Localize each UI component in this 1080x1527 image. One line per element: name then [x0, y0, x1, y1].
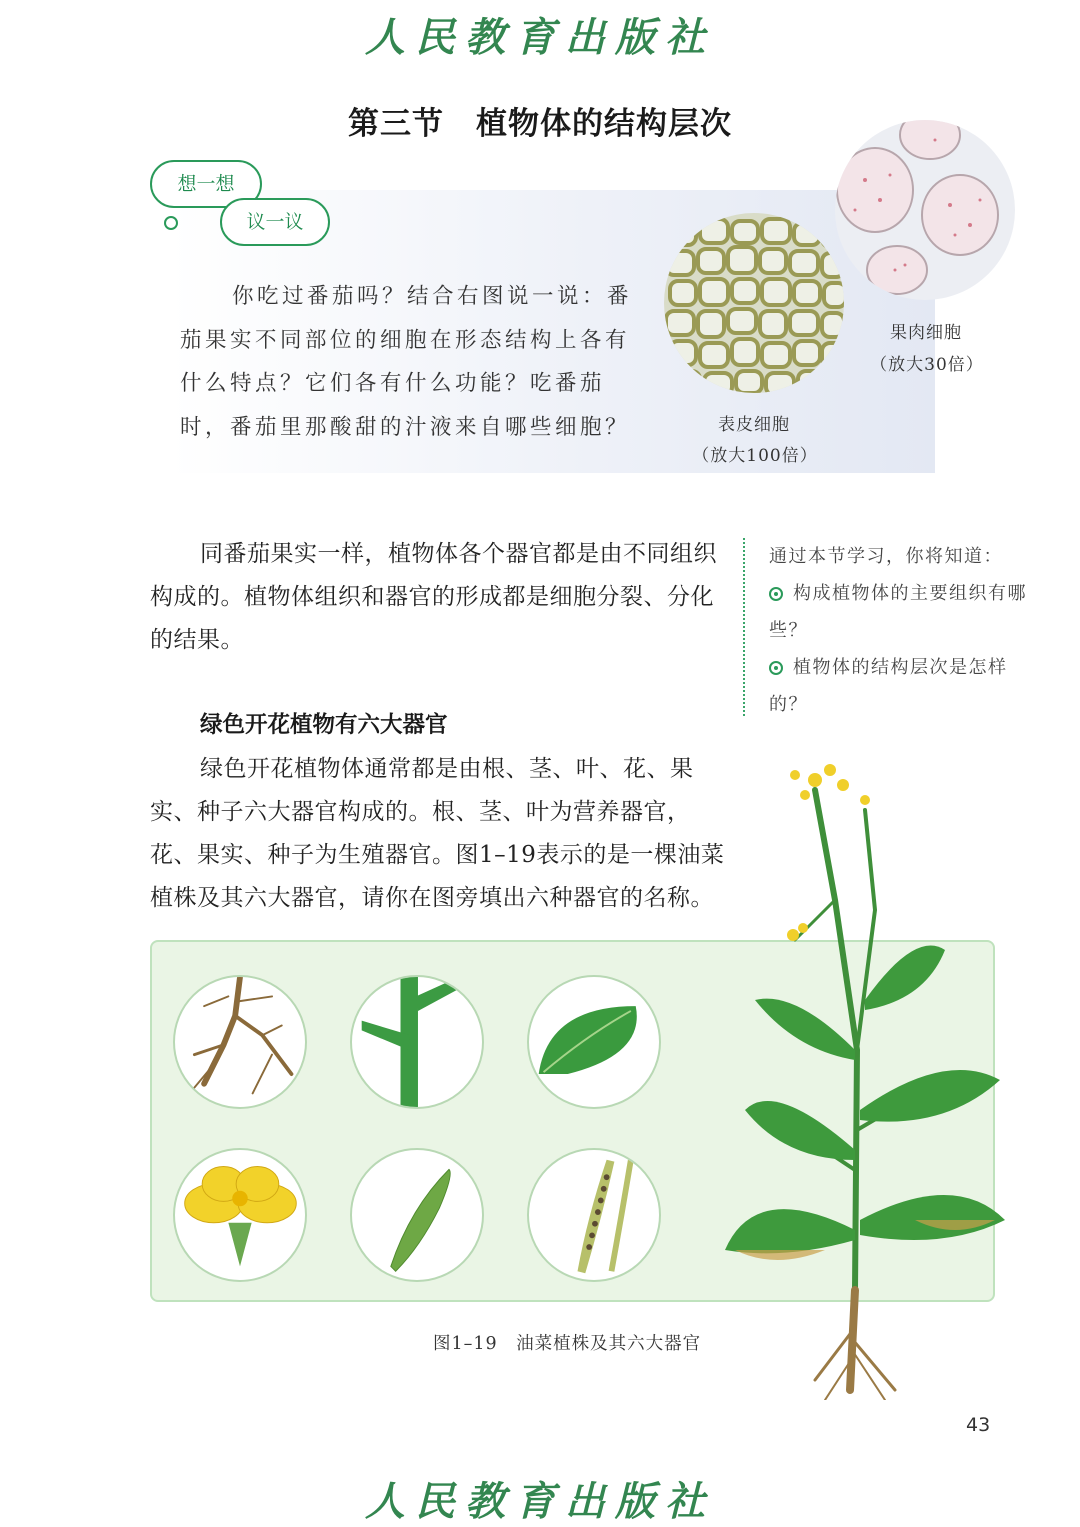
leaf-icon [527, 975, 661, 1109]
sidebar-item [769, 575, 1029, 649]
seed-icon [527, 1148, 661, 1282]
publisher-watermark-top: 人民教育出版社 [365, 14, 715, 61]
bullet-icon [769, 587, 783, 601]
pulp-caption: 果肉细胞 [890, 323, 962, 343]
sidebar-heading: 通过本节学习，你将知道： [769, 546, 1003, 567]
root-icon [173, 975, 307, 1109]
intro-paragraph: 同番茄果实一样，植物体各个器官都是由不同组织构成的。植物体组织和器官的形成都是细胞分裂、分化的结果。 [150, 541, 717, 653]
epidermal-magnification: （放大100倍） [692, 446, 818, 466]
think-question-text: 你吃过番茄吗？结合右图说一说：番茄果实不同部位的细胞在形态结构上各有什么特点？它们各有什么功能？吃番茄时，番茄里那酸甜的汁液来自哪些细胞？ [180, 284, 633, 440]
think-bubble-label: 想一想 [177, 173, 235, 195]
section-paragraph: 绿色开花植物体通常都是由根、茎、叶、花、果实、种子六大器官构成的。根、茎、叶为营养器官，花、果实、种子为生殖器官。图1–19表示的是一棵油菜植株及其六大器官，请你在图旁填出六种器官的名称。 [150, 756, 725, 911]
rapeseed-plant-illustration [715, 750, 1015, 1400]
epidermal-cell-micrograph [664, 213, 844, 393]
pulp-cell-micrograph [835, 120, 1015, 300]
stem-icon [350, 975, 484, 1109]
fruit-icon [350, 1148, 484, 1282]
sidebar-item [769, 649, 1029, 723]
publisher-watermark-bottom: 人民教育出版社 [365, 1478, 715, 1525]
learning-goals-sidebar [743, 538, 1029, 716]
pulp-magnification: （放大30倍） [870, 355, 984, 375]
bubble-dot [164, 216, 178, 230]
flower-icon [173, 1148, 307, 1282]
bullet-icon [769, 661, 783, 675]
discuss-bubble-label: 议一议 [246, 211, 304, 233]
page-title: 第三节 植物体的结构层次 [348, 106, 732, 142]
epidermal-caption: 表皮细胞 [718, 415, 790, 435]
figure-caption: 图1–19 油菜植株及其六大器官 [433, 1334, 702, 1354]
sidebar-item-text: 构成植物体的主要组织有哪些？ [769, 583, 1027, 641]
section-heading: 绿色开花植物有六大器官 [200, 712, 448, 738]
sidebar-item-text: 植物体的结构层次是怎样的？ [769, 657, 1008, 715]
page-number: 43 [966, 1414, 991, 1436]
discuss-bubble [220, 198, 330, 246]
